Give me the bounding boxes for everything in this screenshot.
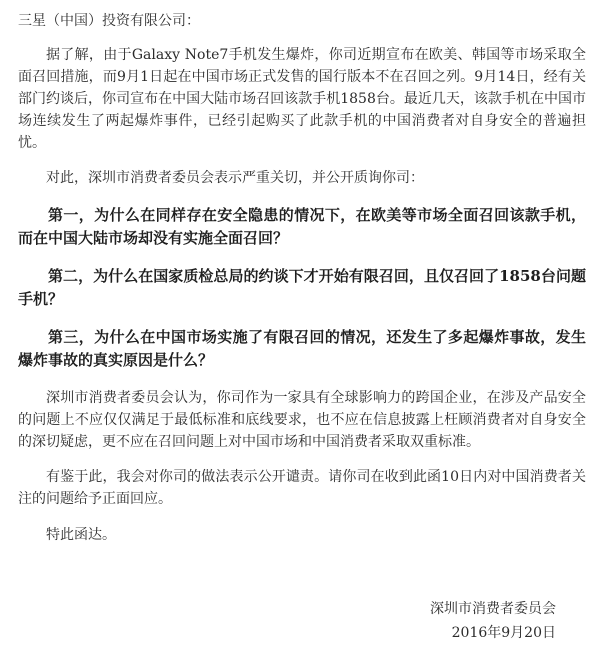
signature-organization: 深圳市消费者委员会 [430,601,556,617]
condemnation-paragraph: 有鉴于此，我会对你司的做法表示公开谴责。请你司在收到此函10日内对中国消费者关注的问题给予正面回应。 [18,469,586,507]
intro-paragraph: 据了解，由于Galaxy Note7手机发生爆炸，你司近期宣布在欧美、韩国等市场采取全面召回措施，而9月1日起在中国市场正式发售的国行版本不在召回之列。9月14日，经有关部门约谈后，你司宣布在中国大陆市场召回该款手机1858台。最近几天，该款手机在中国市场连续发生了两起爆炸事件，已经引起购买了此款手机的中国消费者对自身安全的普遍担忧。 [18,47,586,151]
closing-line: 特此函达。 [46,527,116,543]
letter-salutation: 三星（中国）投资有限公司： [18,13,200,29]
inquiry-paragraph: 对此，深圳市消费者委员会表示严重关切，并公开质询你司： [46,170,424,186]
signature-date: 2016年9月20日 [451,625,556,641]
question-second: 第二，为什么在国家质检总局的约谈下才开始有限召回，且仅召回了1858台问题手机？ [18,267,586,308]
position-paragraph: 深圳市消费者委员会认为，你司作为一家具有全球影响力的跨国企业，在涉及产品安全的问题上不应仅仅满足于最低标准和底线要求，也不应在信息披露上枉顾消费者对自身安全的深切疑虑，更不应在召回问题上对中国市场和中国消费者采取双重标准。 [18,390,586,450]
question-first: 第一，为什么在同样存在安全隐患的情况下，在欧美等市场全面召回该款手机，而在中国大陆市场却没有实施全面召回？ [18,206,586,247]
question-third: 第三，为什么在中国市场实施了有限召回的情况，还发生了多起爆炸事故，发生爆炸事故的真实原因是什么？ [18,328,586,369]
signature-block [430,598,556,644]
